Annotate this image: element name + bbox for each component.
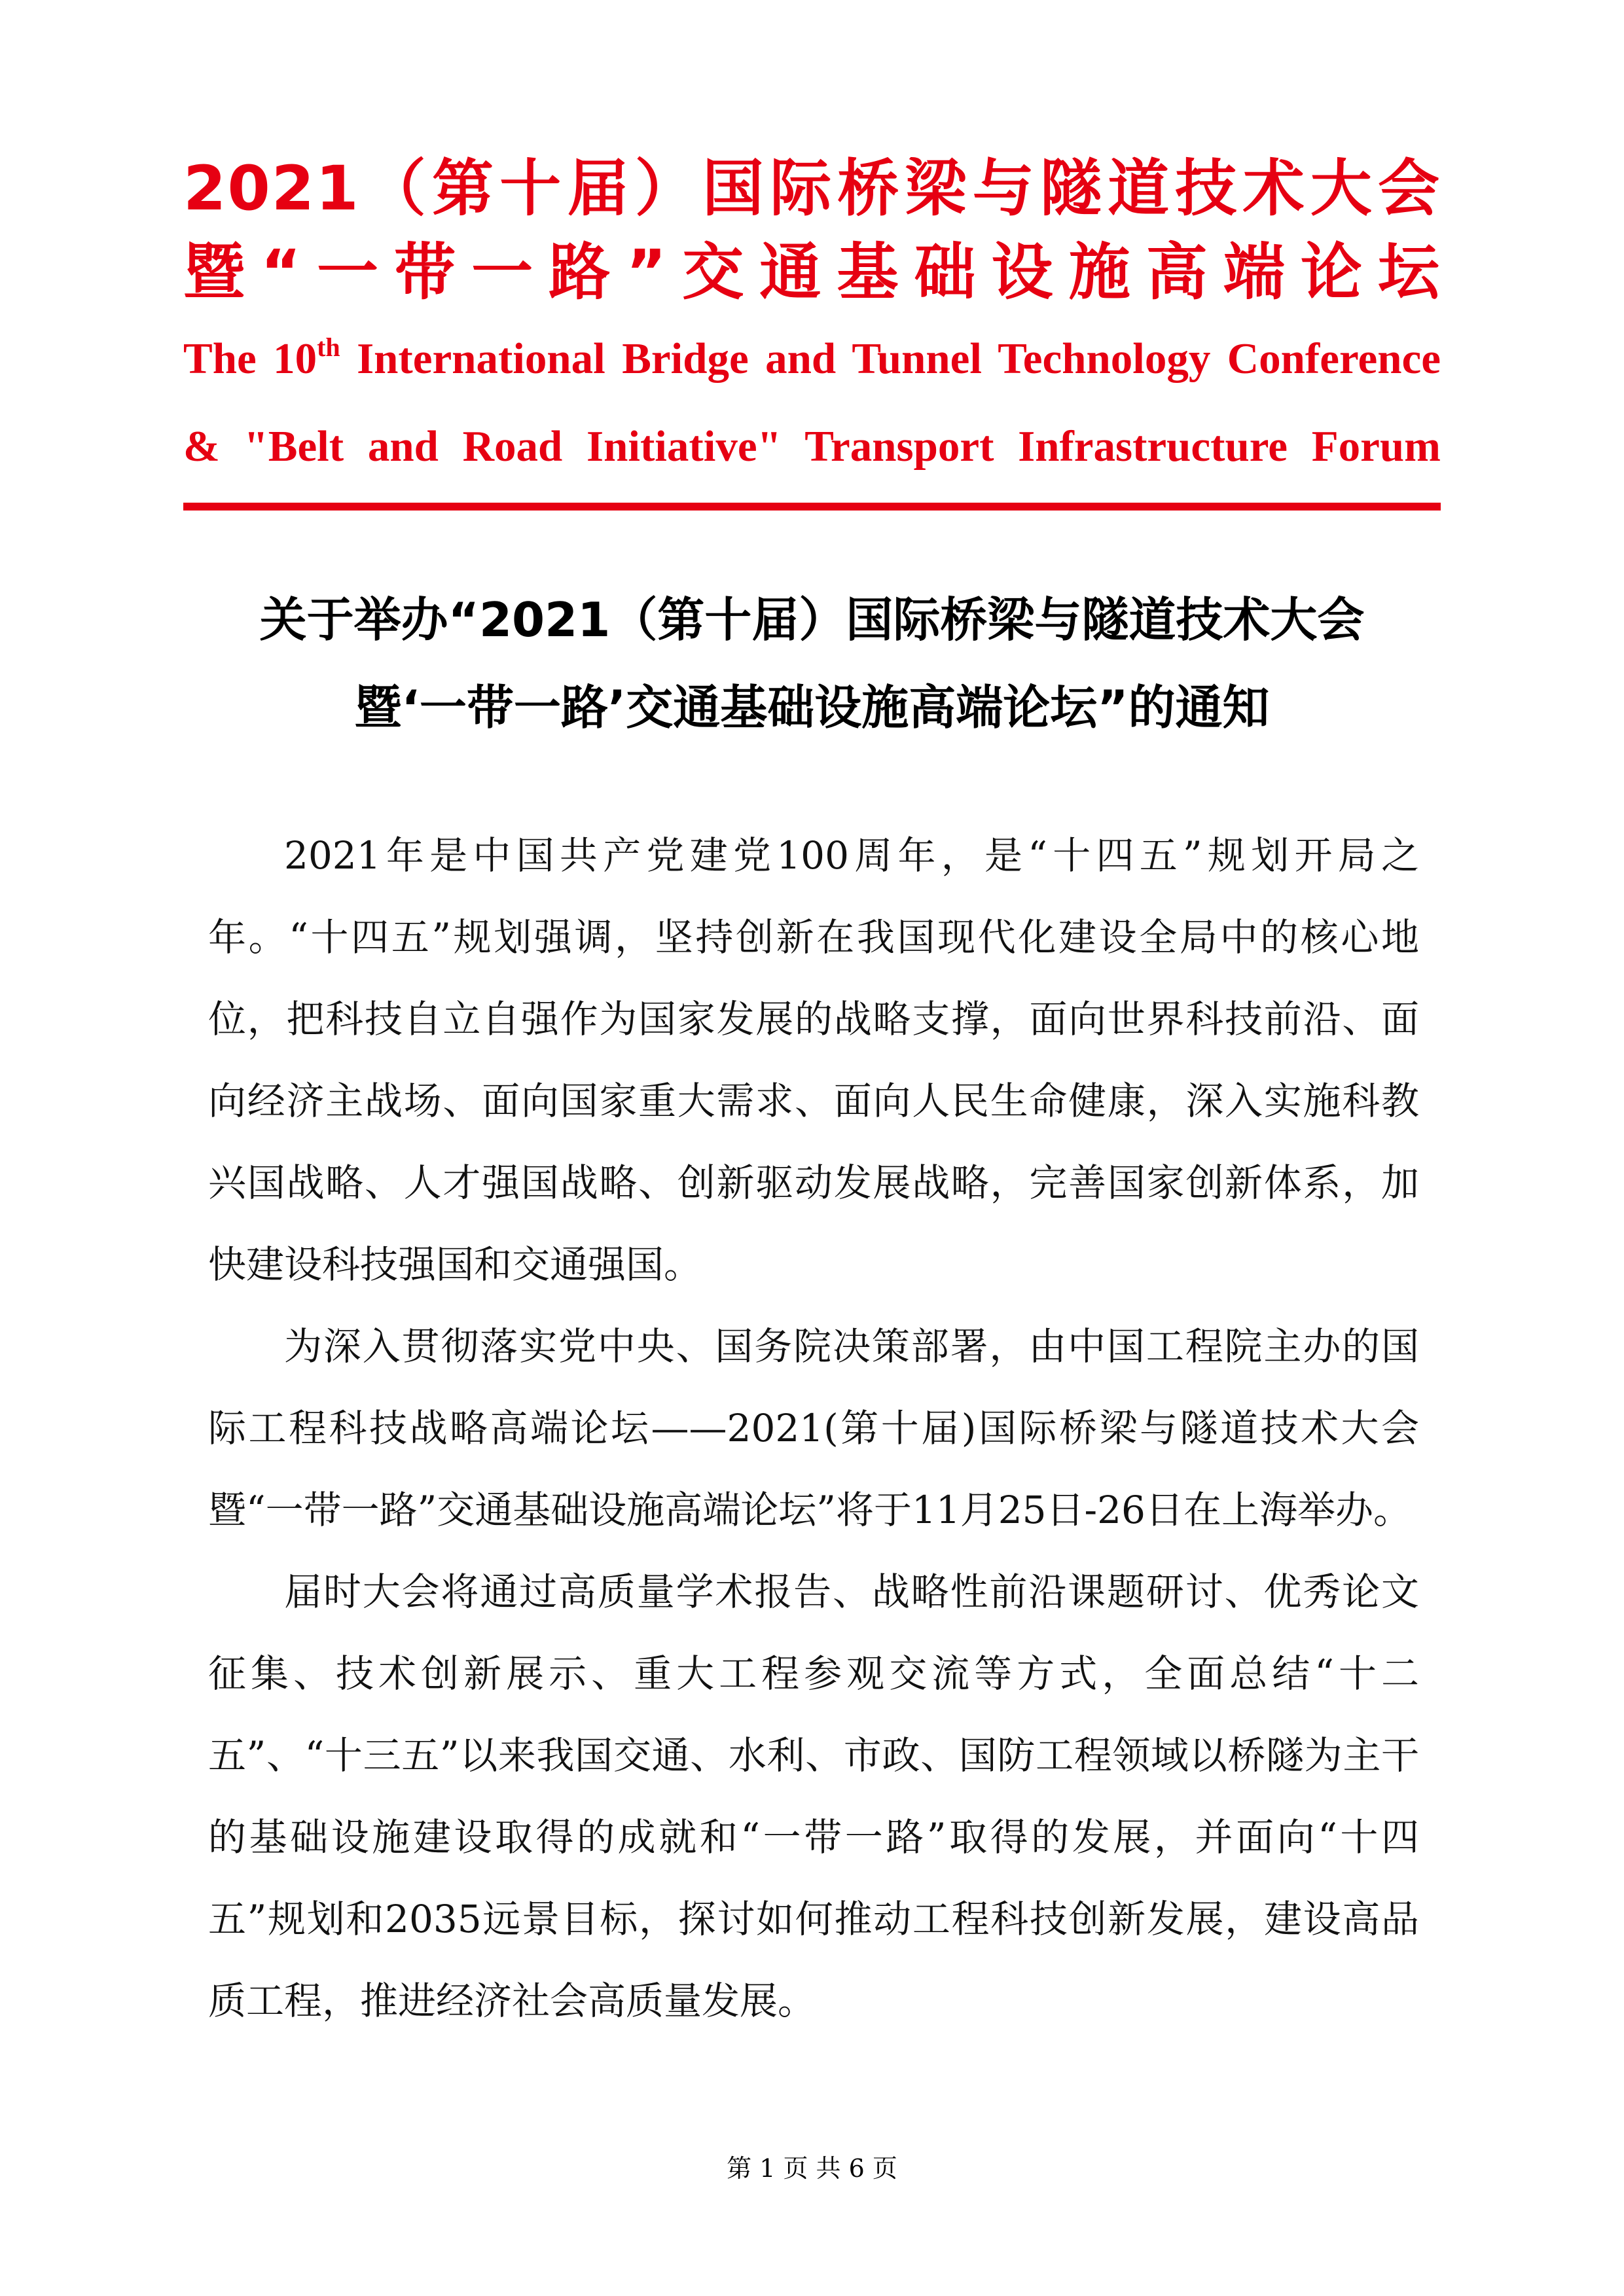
letterhead-en-title-line1	[183, 315, 1441, 403]
letterhead-en-title-line2: & "Belt and Road Initiative" Transport Infrastructure Forum	[183, 422, 1441, 471]
page-number: 第 1 页 共 6 页	[727, 2154, 897, 2183]
body-paragraph-2: 为深入贯彻落实党中央、国务院决策部署，由中国工程院主办的国际工程科技战略高端论坛——2021(第十届)国际桥梁与隧道技术大会暨“一带一路”交通基础设施高端论坛”将于11月25日-26日在上海举办。	[208, 1324, 1419, 1532]
letterhead	[183, 147, 1441, 490]
notice-body	[208, 815, 1419, 2042]
letterhead-divider	[183, 503, 1441, 511]
letterhead-cn-title-line2: 暨“一带一路”交通基础设施高端论坛	[183, 237, 1441, 308]
letterhead-cn-title-line1: 2021（第十届）国际桥梁与隧道技术大会	[183, 153, 1441, 224]
en-title-suffix: International Bridge and Tunnel Technology Conference	[340, 334, 1441, 383]
en-title-superscript: th	[317, 332, 340, 362]
notice-title-line2: 暨‘一带一路’交通基础设施高端论坛”的通知	[354, 680, 1270, 735]
body-paragraph-3: 届时大会将通过高质量学术报告、战略性前沿课题研讨、优秀论文征集、技术创新展示、重大工程参观交流等方式，全面总结“十二五”、“十三五”以来我国交通、水利、市政、国防工程领域以桥隧为主干的基础设施建设取得的成就和“一带一路”取得的发展，并面向“十四五”规划和2035远景目标，探讨如何推动工程科技创新发展，建设高品质工程，推进经济社会高质量发展。	[208, 1570, 1419, 2023]
body-paragraph-1: 2021年是中国共产党建党100周年，是“十四五”规划开局之年。“十四五”规划强调，坚持创新在我国现代化建设全局中的核心地位，把科技自立自强作为国家发展的战略支撑，面向世界科技前沿、面向经济主战场、面向国家重大需求、面向人民生命健康，深入实施科教兴国战略、人才强国战略、创新驱动发展战略，完善国家创新体系，加快建设科技强国和交通强国。	[208, 833, 1419, 1287]
notice-title-line1: 关于举办“2021（第十届）国际桥梁与隧道技术大会	[259, 592, 1365, 647]
en-title-prefix: The 10	[183, 334, 317, 383]
notice-title	[183, 576, 1441, 751]
